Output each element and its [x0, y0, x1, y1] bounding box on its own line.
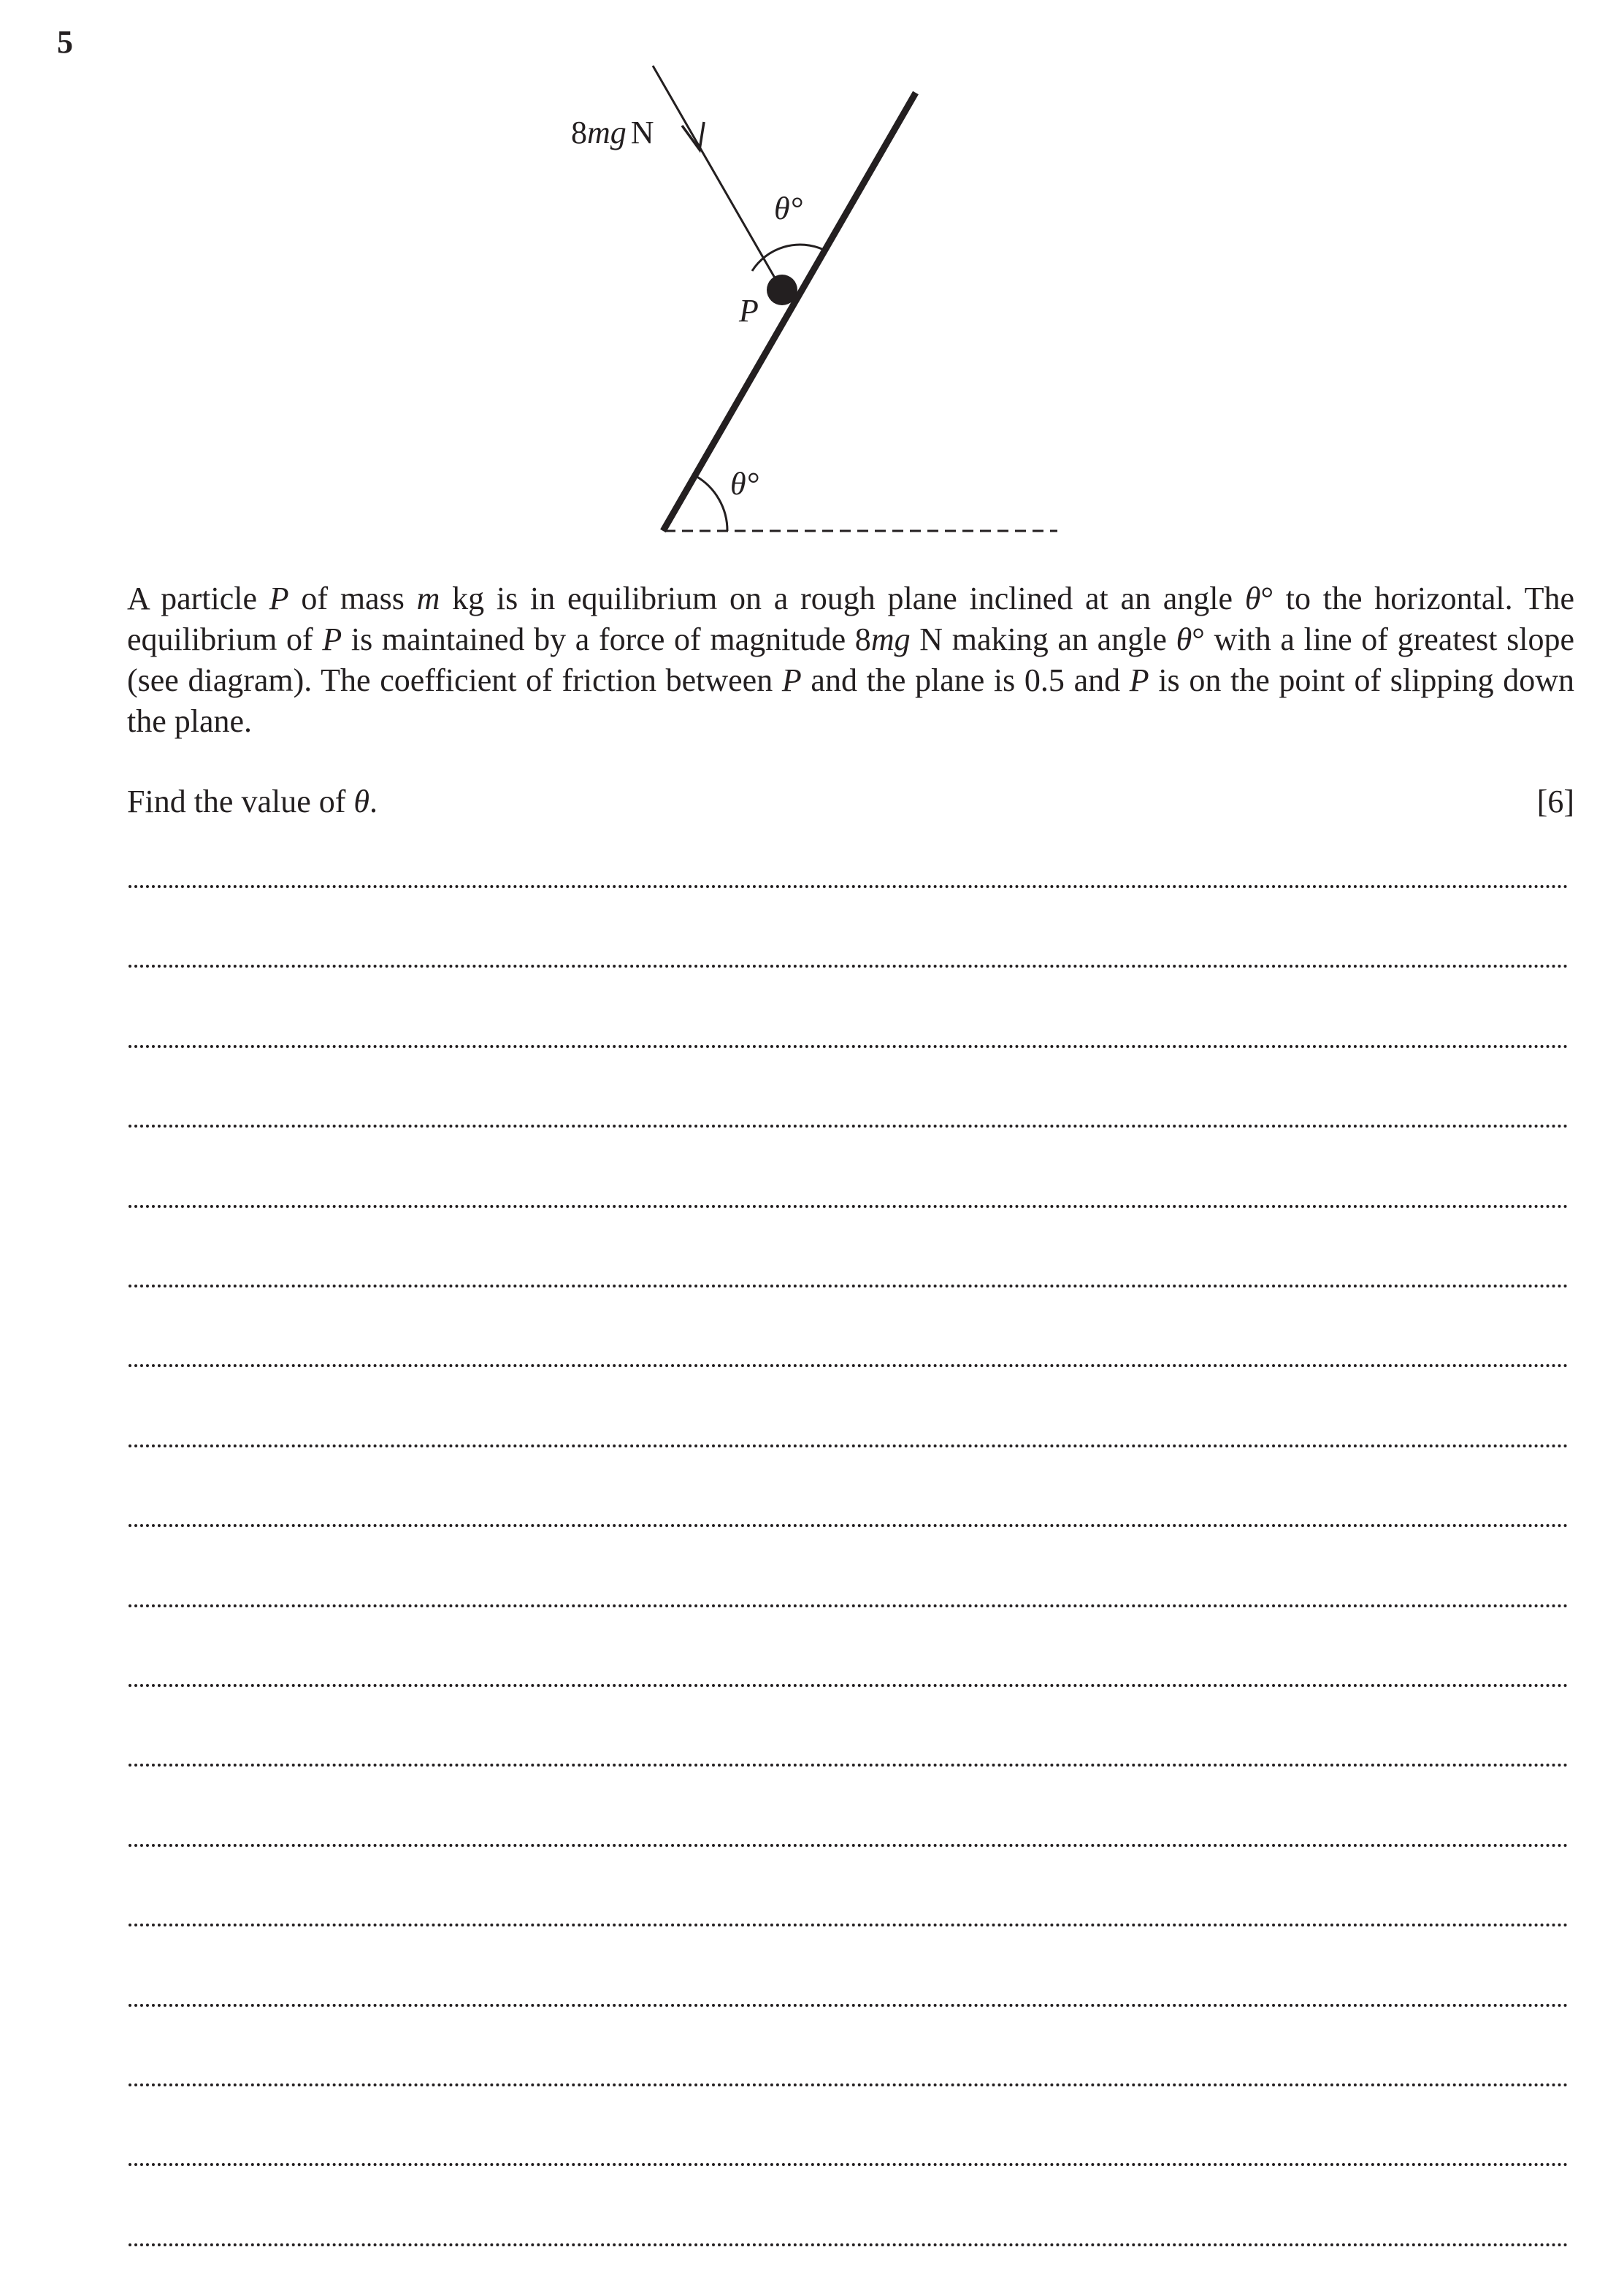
- answer-line[interactable]: [129, 1045, 1569, 1048]
- question-number: 5: [57, 24, 73, 60]
- particle-label: P: [739, 293, 759, 329]
- answer-line[interactable]: [129, 1604, 1569, 1607]
- answer-line[interactable]: [129, 1205, 1569, 1208]
- angle-label-at-particle: θ°: [774, 191, 803, 226]
- force-label: 8mg N: [571, 115, 654, 150]
- answer-line[interactable]: [129, 885, 1569, 888]
- answer-line[interactable]: [129, 2083, 1569, 2086]
- angle-label-at-base: θ°: [730, 466, 759, 502]
- answer-line[interactable]: [129, 1285, 1569, 1287]
- answer-line[interactable]: [129, 1764, 1569, 1767]
- answer-line[interactable]: [129, 1684, 1569, 1687]
- answer-line[interactable]: [129, 1364, 1569, 1367]
- answer-line[interactable]: [129, 1844, 1569, 1847]
- answer-line[interactable]: [129, 1524, 1569, 1527]
- answer-line[interactable]: [129, 1924, 1569, 1926]
- answer-line[interactable]: [129, 2243, 1569, 2246]
- answer-line[interactable]: [129, 1125, 1569, 1128]
- answer-line[interactable]: [129, 2004, 1569, 2007]
- answer-area[interactable]: [129, 0, 1569, 2277]
- answer-line[interactable]: [129, 2163, 1569, 2166]
- question-text: A particle P of mass m kg is in equilibrium on a rough plane inclined at an angle θ° to the horizontal. The equilibrium of P is maintained by a force of magnitude 8mg N making an angle θ° with a line of greatest slope (see diagram). The coefficient of friction between P and the plane is 0.5 and P is on the point of slipping down the plane.: [127, 581, 1575, 739]
- marks-allocation: [6]: [1536, 784, 1574, 819]
- answer-line[interactable]: [129, 1444, 1569, 1447]
- question-instruction: Find the value of θ.: [127, 784, 378, 819]
- answer-line[interactable]: [129, 965, 1569, 968]
